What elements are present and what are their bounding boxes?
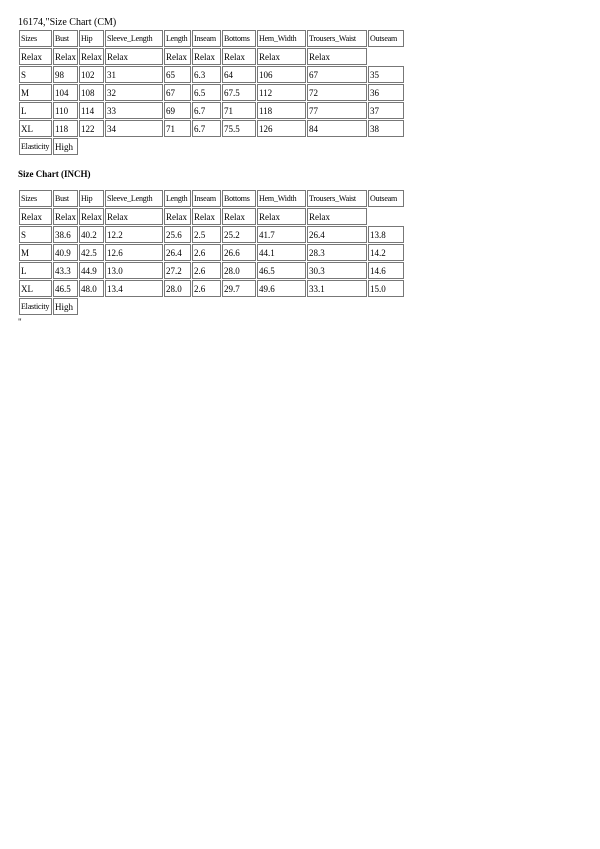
table-cell: 71 [164, 120, 191, 137]
table-empty-cell [192, 298, 221, 315]
trailing-quote-mark: " [18, 317, 22, 327]
table-empty-cell [164, 138, 191, 155]
table-cell: 6.7 [192, 120, 221, 137]
table-cell: Trousers_Waist [307, 30, 367, 47]
size-chart-inch-table [18, 189, 405, 316]
table-cell: Length [164, 190, 191, 207]
table-elasticity-row [19, 138, 404, 155]
table-cell: 40.2 [79, 226, 104, 243]
table-cell: XL [19, 280, 52, 297]
size-chart-inch-heading: Size Chart (INCH) [18, 169, 91, 179]
table-cell: Outseam [368, 30, 404, 47]
table-cell: 106 [257, 66, 306, 83]
table-cell: 38.6 [53, 226, 78, 243]
table-cell: XL [19, 120, 52, 137]
table-cell: 29.7 [222, 280, 256, 297]
elasticity-label: Elasticity [19, 138, 52, 155]
table-cell: Bottoms [222, 190, 256, 207]
table-cell: Hip [79, 30, 104, 47]
table-row [19, 84, 404, 101]
table-cell: Bust [53, 30, 78, 47]
table-cell: 28.0 [164, 280, 191, 297]
table-row [19, 262, 404, 279]
table-row [19, 120, 404, 137]
table-cell: 67 [307, 66, 367, 83]
table-cell: 14.6 [368, 262, 404, 279]
table-row [19, 226, 404, 243]
table-cell: 13.8 [368, 226, 404, 243]
table-cell: Relax [222, 48, 256, 65]
table-cell: Relax [19, 208, 52, 225]
table-cell: 102 [79, 66, 104, 83]
table-empty-cell [222, 298, 256, 315]
table-cell: 77 [307, 102, 367, 119]
table-cell: 26.4 [307, 226, 367, 243]
table-cell: 36 [368, 84, 404, 101]
table-cell: 31 [105, 66, 163, 83]
table-cell: Relax [19, 48, 52, 65]
table-cell: 6.3 [192, 66, 221, 83]
table-cell: Bust [53, 190, 78, 207]
table-cell: Relax [164, 48, 191, 65]
table-header-row [19, 30, 404, 47]
table-cell: 49.6 [257, 280, 306, 297]
table-cell: 72 [307, 84, 367, 101]
table-cell: 126 [257, 120, 306, 137]
table-cell: S [19, 66, 52, 83]
table-cell: 41.7 [257, 226, 306, 243]
table-cell: 26.4 [164, 244, 191, 261]
table-cell: 38 [368, 120, 404, 137]
table-cell: 46.5 [53, 280, 78, 297]
table-cell: Sleeve_Length [105, 30, 163, 47]
table-cell: Sizes [19, 190, 52, 207]
table-cell: 2.6 [192, 244, 221, 261]
table-cell: 118 [53, 120, 78, 137]
table-cell: 30.3 [307, 262, 367, 279]
table-cell: Relax [53, 208, 78, 225]
table-header-row [19, 190, 404, 207]
table-empty-cell [222, 138, 256, 155]
table-cell: Relax [105, 208, 163, 225]
table-cell: 25.6 [164, 226, 191, 243]
table-empty-cell [79, 138, 104, 155]
table-cell: Relax [222, 208, 256, 225]
table-cell: L [19, 102, 52, 119]
table-cell: M [19, 244, 52, 261]
table-cell: 110 [53, 102, 78, 119]
table-cell: 65 [164, 66, 191, 83]
table-cell: 67 [164, 84, 191, 101]
table-cell: Relax [79, 48, 104, 65]
table-empty-cell [105, 298, 163, 315]
table-cell: 114 [79, 102, 104, 119]
table-cell: 118 [257, 102, 306, 119]
table-cell: 108 [79, 84, 104, 101]
table-cell: 71 [222, 102, 256, 119]
table-cell: 98 [53, 66, 78, 83]
table-cell: 64 [222, 66, 256, 83]
table-row [19, 280, 404, 297]
table-cell: 104 [53, 84, 78, 101]
table-cell: Relax [79, 208, 104, 225]
table-empty-cell [164, 298, 191, 315]
table-cell: 37 [368, 102, 404, 119]
elasticity-value: High [53, 298, 78, 315]
table-cell: 2.6 [192, 262, 221, 279]
table-cell: 14.2 [368, 244, 404, 261]
table-cell: Relax [105, 48, 163, 65]
table-cell: 13.0 [105, 262, 163, 279]
table-cell: M [19, 84, 52, 101]
table-cell: Inseam [192, 30, 221, 47]
table-row [19, 244, 404, 261]
table-empty-cell [368, 298, 404, 315]
table-cell: 26.6 [222, 244, 256, 261]
table-cell: 75.5 [222, 120, 256, 137]
table-cell: Relax [257, 48, 306, 65]
table-cell: Bottoms [222, 30, 256, 47]
size-chart-inch-body [19, 190, 404, 315]
table-cell: Hem_Width [257, 190, 306, 207]
table-cell: L [19, 262, 52, 279]
table-cell: Relax [164, 208, 191, 225]
table-cell: 34 [105, 120, 163, 137]
table-cell [368, 208, 404, 225]
table-cell: 84 [307, 120, 367, 137]
table-cell: 35 [368, 66, 404, 83]
table-empty-cell [307, 138, 367, 155]
table-cell: 44.9 [79, 262, 104, 279]
table-cell: 28.0 [222, 262, 256, 279]
size-chart-cm-table [18, 29, 405, 156]
table-cell: 46.5 [257, 262, 306, 279]
table-fit-row [19, 208, 404, 225]
table-cell: 122 [79, 120, 104, 137]
table-cell: Trousers_Waist [307, 190, 367, 207]
table-empty-cell [307, 298, 367, 315]
table-cell: Relax [257, 208, 306, 225]
table-cell: Length [164, 30, 191, 47]
table-row [19, 102, 404, 119]
table-row [19, 66, 404, 83]
table-fit-row [19, 48, 404, 65]
table-cell: 6.5 [192, 84, 221, 101]
table-cell: Relax [192, 48, 221, 65]
table-cell: Relax [307, 208, 367, 225]
table-cell: 2.5 [192, 226, 221, 243]
table-cell: 32 [105, 84, 163, 101]
table-cell: 42.5 [79, 244, 104, 261]
table-cell: 33 [105, 102, 163, 119]
elasticity-value: High [53, 138, 78, 155]
table-empty-cell [105, 138, 163, 155]
document-page [18, 17, 405, 327]
table-cell: Sleeve_Length [105, 190, 163, 207]
table-cell: Outseam [368, 190, 404, 207]
table-cell: Sizes [19, 30, 52, 47]
table-elasticity-row [19, 298, 404, 315]
table-cell [368, 48, 404, 65]
table-cell: 15.0 [368, 280, 404, 297]
table-cell: Relax [53, 48, 78, 65]
table-cell: 12.6 [105, 244, 163, 261]
table-cell: 2.6 [192, 280, 221, 297]
table-empty-cell [79, 298, 104, 315]
table-cell: Inseam [192, 190, 221, 207]
table-empty-cell [257, 138, 306, 155]
table-cell: Hip [79, 190, 104, 207]
table-empty-cell [368, 138, 404, 155]
table-cell: 44.1 [257, 244, 306, 261]
table-cell: 13.4 [105, 280, 163, 297]
table-cell: Relax [307, 48, 367, 65]
table-cell: 6.7 [192, 102, 221, 119]
size-chart-cm-body [19, 30, 404, 155]
table-cell: 112 [257, 84, 306, 101]
table-cell: 25.2 [222, 226, 256, 243]
table-cell: Hem_Width [257, 30, 306, 47]
table-cell: 28.3 [307, 244, 367, 261]
table-cell: 43.3 [53, 262, 78, 279]
table-cell: 33.1 [307, 280, 367, 297]
table-cell: 40.9 [53, 244, 78, 261]
table-cell: Relax [192, 208, 221, 225]
table-cell: 27.2 [164, 262, 191, 279]
table-empty-cell [257, 298, 306, 315]
elasticity-label: Elasticity [19, 298, 52, 315]
table-empty-cell [192, 138, 221, 155]
document-title: 16174,"Size Chart (CM) [18, 17, 117, 28]
table-cell: 67.5 [222, 84, 256, 101]
table-cell: S [19, 226, 52, 243]
table-cell: 69 [164, 102, 191, 119]
table-cell: 12.2 [105, 226, 163, 243]
table-cell: 48.0 [79, 280, 104, 297]
